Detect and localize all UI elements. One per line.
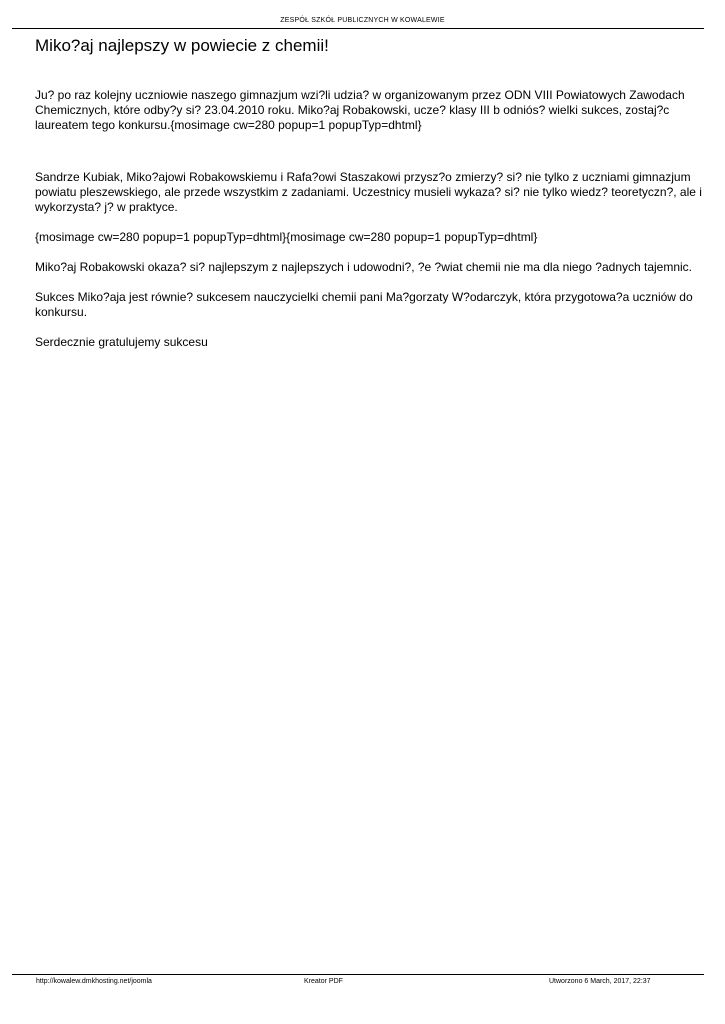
article-title: Miko?aj najlepszy w powiecie z chemii!	[35, 36, 329, 55]
footer-created-date: Utworzono 6 March, 2017, 22:37	[549, 978, 651, 985]
footer-generator: Kreator PDF	[304, 978, 343, 985]
page-header: ZESPÓŁ SZKÓŁ PUBLICZNYCH W KOWALEWIE	[280, 17, 445, 24]
footer-url: http://kowalew.dmkhosting.net/joomla	[36, 978, 152, 985]
article-body	[35, 88, 707, 350]
article-paragraph: Sandrze Kubiak, Miko?ajowi Robakowskiemu i Rafa?owi Staszakowi przysz?o zmierzy? si? nie tylko z uczniami gimnazjum powiatu pleszewskiego, ale przede wszystkim z zadaniami. Uczestnicy musieli wykaza? si? nie tylko wiedz? teoretyczn?, ale i wykorzysta? j? w praktyce.	[35, 170, 702, 214]
header-divider	[12, 28, 704, 29]
footer-divider	[12, 974, 704, 975]
article-paragraph: {mosimage cw=280 popup=1 popupTyp=dhtml}{mosimage cw=280 popup=1 popupTyp=dhtml}	[35, 230, 538, 244]
article-paragraph: Ju? po raz kolejny uczniowie naszego gimnazjum wzi?li udzia? w organizowanym przez ODN VIII Powiatowych Zawodach Chemicznych, które odby?y si? 23.04.2010 roku. Miko?aj Robakowski, ucze? klasy III b odniós? wielki sukces, zostaj?c laureatem tego konkursu.{mosimage cw=280 popup=1 popupTyp=dhtml}	[35, 88, 685, 132]
article-paragraph: Serdecznie gratulujemy sukcesu	[35, 335, 208, 349]
article-paragraph: Miko?aj Robakowski okaza? si? najlepszym z najlepszych i udowodni?, ?e ?wiat chemii nie ma dla niego ?adnych tajemnic.	[35, 260, 693, 274]
article-paragraph: Sukces Miko?aja jest równie? sukcesem nauczycielki chemii pani Ma?gorzaty W?odarczyk, która przygotowa?a uczniów do konkursu.	[35, 290, 693, 319]
